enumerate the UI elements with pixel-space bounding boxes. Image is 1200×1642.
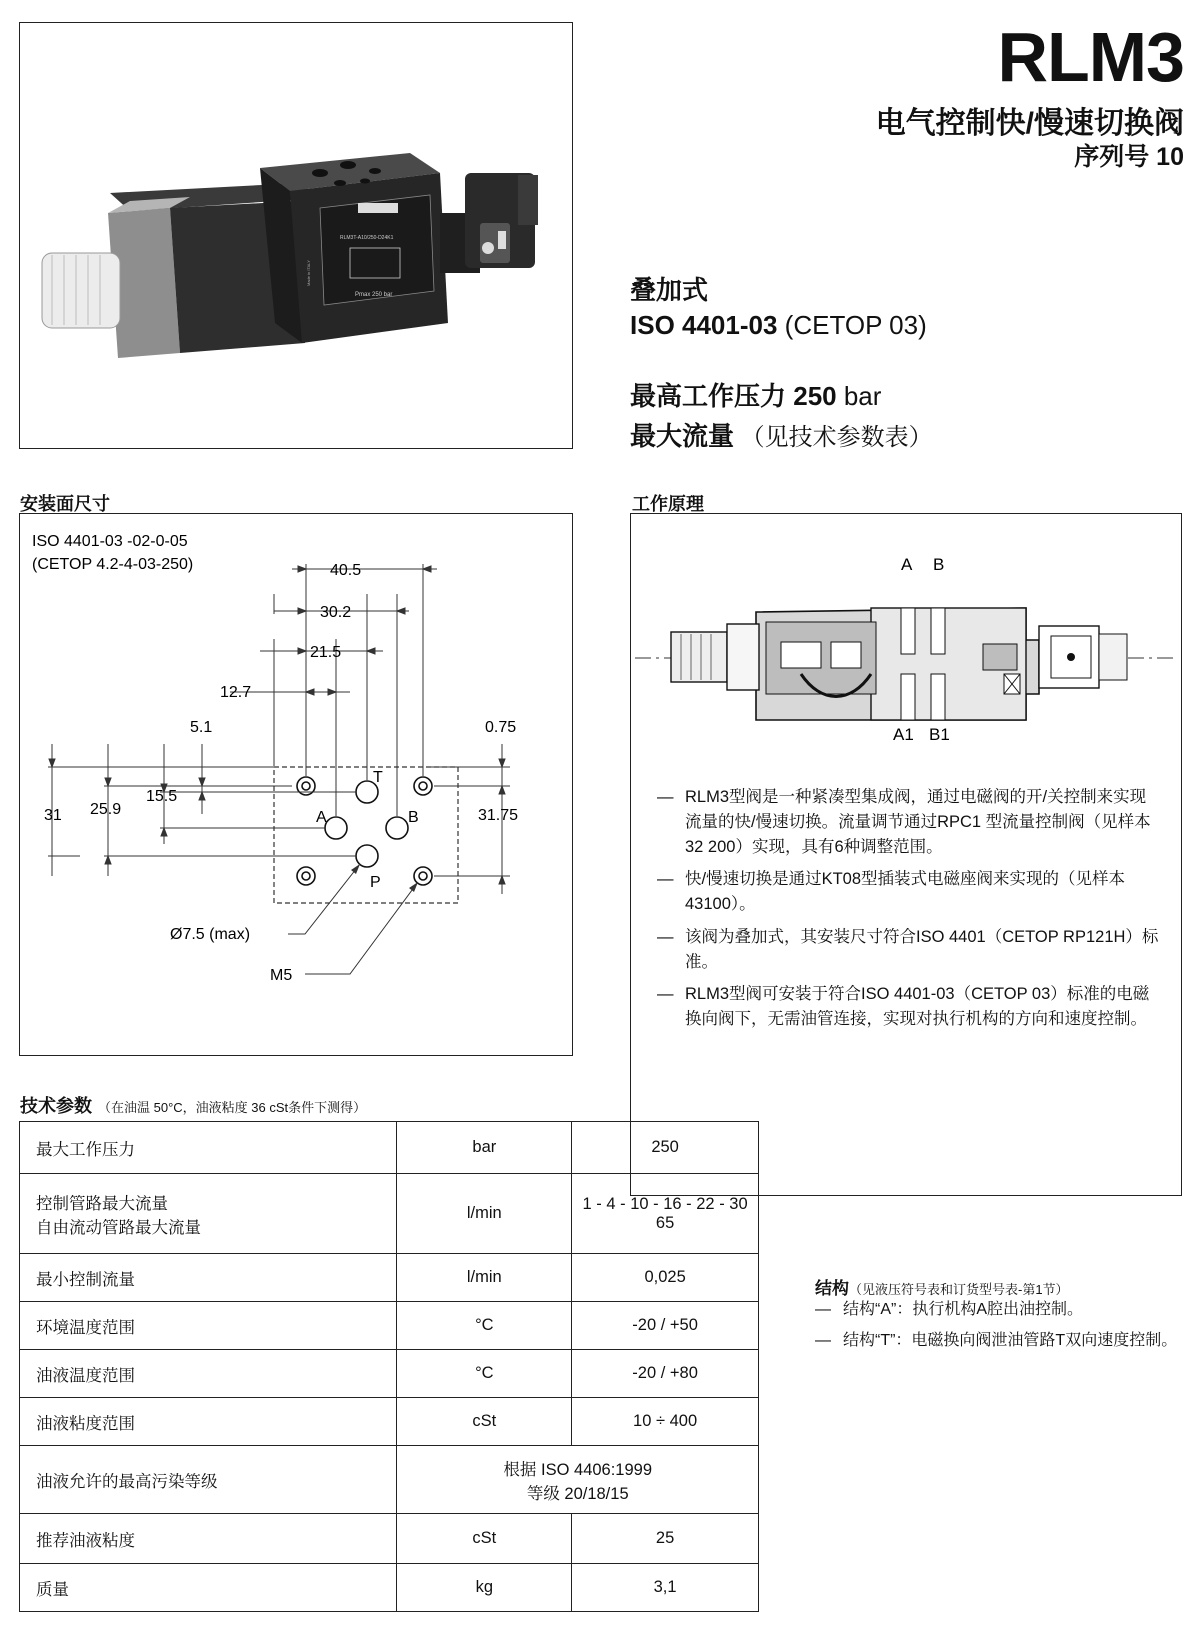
max-flow-spec <box>630 416 933 453</box>
unit-cell: l/min <box>397 1174 572 1254</box>
param-cell: 推荐油液粘度 <box>20 1514 397 1564</box>
iso-code: ISO 4401-03 <box>630 310 778 340</box>
param-line: 自由流动管路最大流量 <box>36 1218 201 1237</box>
unit-cell: cSt <box>397 1514 572 1564</box>
table-row <box>20 1350 759 1398</box>
value-line: 根据 ISO 4406:1999 <box>503 1460 653 1479</box>
dim-21-5: 21.5 <box>310 644 342 661</box>
port-A: A <box>316 809 327 826</box>
principle-port-B: B <box>933 555 945 574</box>
tech-data-table <box>19 1121 759 1612</box>
port-P: P <box>370 874 381 891</box>
valve-type: 叠加式 <box>630 275 709 305</box>
dim-25-9: 25.9 <box>90 801 122 818</box>
value-cell: 25 <box>572 1514 759 1564</box>
port-B: B <box>408 809 419 826</box>
dim-0-75: 0.75 <box>485 719 517 736</box>
mounting-drawing <box>20 514 571 1054</box>
unit-cell: °C <box>397 1302 572 1350</box>
value-cell: 10 ÷ 400 <box>572 1398 759 1446</box>
param-line: 控制管路最大流量 <box>36 1194 168 1213</box>
tech-heading <box>20 1092 366 1118</box>
param-cell: 油液温度范围 <box>20 1350 397 1398</box>
product-photo-frame <box>19 22 573 449</box>
mounting-drawing-frame <box>19 513 573 1056</box>
value-line: 65 <box>655 1213 675 1232</box>
dim-15-5: 15.5 <box>146 788 178 805</box>
max-flow-note: （见技术参数表） <box>734 424 933 451</box>
param-cell: 质量 <box>20 1564 397 1612</box>
unit-cell: °C <box>397 1350 572 1398</box>
plate-origin: Made in ITALY <box>306 260 311 286</box>
param-cell: 最小控制流量 <box>20 1254 397 1302</box>
value-cell: 250 <box>572 1122 759 1174</box>
model-title: RLM3 <box>997 18 1184 96</box>
unit-cell: kg <box>397 1564 572 1612</box>
max-pressure-unit: bar <box>836 381 882 411</box>
principle-cross-section <box>631 514 1180 774</box>
mount-standard-1: ISO 4401-03 -02-0-05 <box>32 533 188 550</box>
product-photo <box>20 23 571 447</box>
structure-heading-text: 结构 <box>815 1279 849 1298</box>
value-cell: -20 / +80 <box>572 1350 759 1398</box>
param-cell: 油液粘度范围 <box>20 1398 397 1446</box>
table-row <box>20 1302 759 1350</box>
dim-12-7: 12.7 <box>220 684 252 701</box>
hole-diameter-label: Ø7.5 (max) <box>170 926 251 943</box>
thread-label: M5 <box>270 967 293 984</box>
dim-31: 31 <box>44 807 62 824</box>
value-line: 1 - 4 - 10 - 16 - 22 - 30 <box>582 1194 748 1213</box>
principle-heading: 工作原理 <box>632 494 704 514</box>
unit-cell: bar <box>397 1122 572 1174</box>
value-cell: 3,1 <box>572 1564 759 1612</box>
table-row <box>20 1446 759 1514</box>
principle-bullet: — 该阀为叠加式，其安装尺寸符合ISO 4401（CETOP RP121H）标准。 <box>657 925 1161 975</box>
dim-31-75: 31.75 <box>478 807 519 824</box>
principle-bullet: — 快/慢速切换是通过KT08型插装式电磁座阀来实现的（见样本43100）。 <box>657 867 1161 917</box>
product-subtitle: 电气控制快/慢速切换阀 <box>875 107 1184 140</box>
max-pressure-spec <box>630 376 881 413</box>
value-cell <box>572 1174 759 1254</box>
unit-cell: cSt <box>397 1398 572 1446</box>
max-pressure-label: 最高工作压力 <box>630 381 794 411</box>
principle-port-B1: B1 <box>929 725 950 744</box>
param-cell <box>20 1174 397 1254</box>
dim-40-5: 40.5 <box>330 562 362 579</box>
value-cell: 0,025 <box>572 1254 759 1302</box>
dim-30-2: 30.2 <box>320 604 352 621</box>
table-row <box>20 1564 759 1612</box>
plate-pressure: Pmax 250 bar <box>355 292 393 298</box>
table-row <box>20 1514 759 1564</box>
principle-port-A1: A1 <box>893 725 914 744</box>
table-row <box>20 1398 759 1446</box>
structure-item: — 结构“A”：执行机构A腔出油控制。 <box>815 1298 1190 1323</box>
iso-cetop: (CETOP 03) <box>777 310 927 340</box>
structure-heading <box>815 1274 1069 1299</box>
value-line: 等级 20/18/15 <box>526 1484 629 1503</box>
series-number: 序列号 10 <box>1074 143 1184 171</box>
mount-standard-2: (CETOP 4.2-4-03-250) <box>32 556 194 573</box>
plate-text: RLM3T-A10/250-D24K1 <box>340 235 394 241</box>
table-row <box>20 1122 759 1174</box>
unit-cell: l/min <box>397 1254 572 1302</box>
max-pressure-value: 250 <box>793 381 837 411</box>
structure-item: — 结构“T”：电磁换向阀泄油管路T双向速度控制。 <box>815 1329 1190 1354</box>
param-cell: 最大工作压力 <box>20 1122 397 1174</box>
value-cell <box>397 1446 759 1514</box>
tech-heading-text: 技术参数 <box>20 1096 92 1116</box>
tech-condition: （在油温 50°C，油液粘度 36 cSt条件下测得） <box>98 1100 367 1115</box>
table-row <box>20 1174 759 1254</box>
port-T: T <box>373 769 383 786</box>
max-flow-label: 最大流量 <box>630 421 735 451</box>
value-cell: -20 / +50 <box>572 1302 759 1350</box>
dim-5-1: 5.1 <box>190 719 213 736</box>
structure-note: （见液压符号表和订货型号表-第1节） <box>849 1282 1069 1297</box>
principle-description <box>657 785 1161 1040</box>
param-cell: 环境温度范围 <box>20 1302 397 1350</box>
param-cell: 油液允许的最高污染等级 <box>20 1446 397 1514</box>
principle-bullet: — RLM3型阀可安装于符合ISO 4401-03（CETOP 03）标准的电磁换向阀下，无需油管连接，实现对执行机构的方向和速度控制。 <box>657 982 1161 1032</box>
iso-spec <box>630 310 927 341</box>
principle-bullet: — RLM3型阀是一种紧凑型集成阀，通过电磁阀的开/关控制来实现流量的快/慢速切换。流量调节通过RPC1 型流量控制阀（见样本32 200）实现，具有6种调整范围。 <box>657 785 1161 859</box>
table-row <box>20 1254 759 1302</box>
structure-list <box>815 1298 1190 1360</box>
mounting-heading: 安装面尺寸 <box>20 494 110 514</box>
principle-port-A: A <box>901 555 913 574</box>
